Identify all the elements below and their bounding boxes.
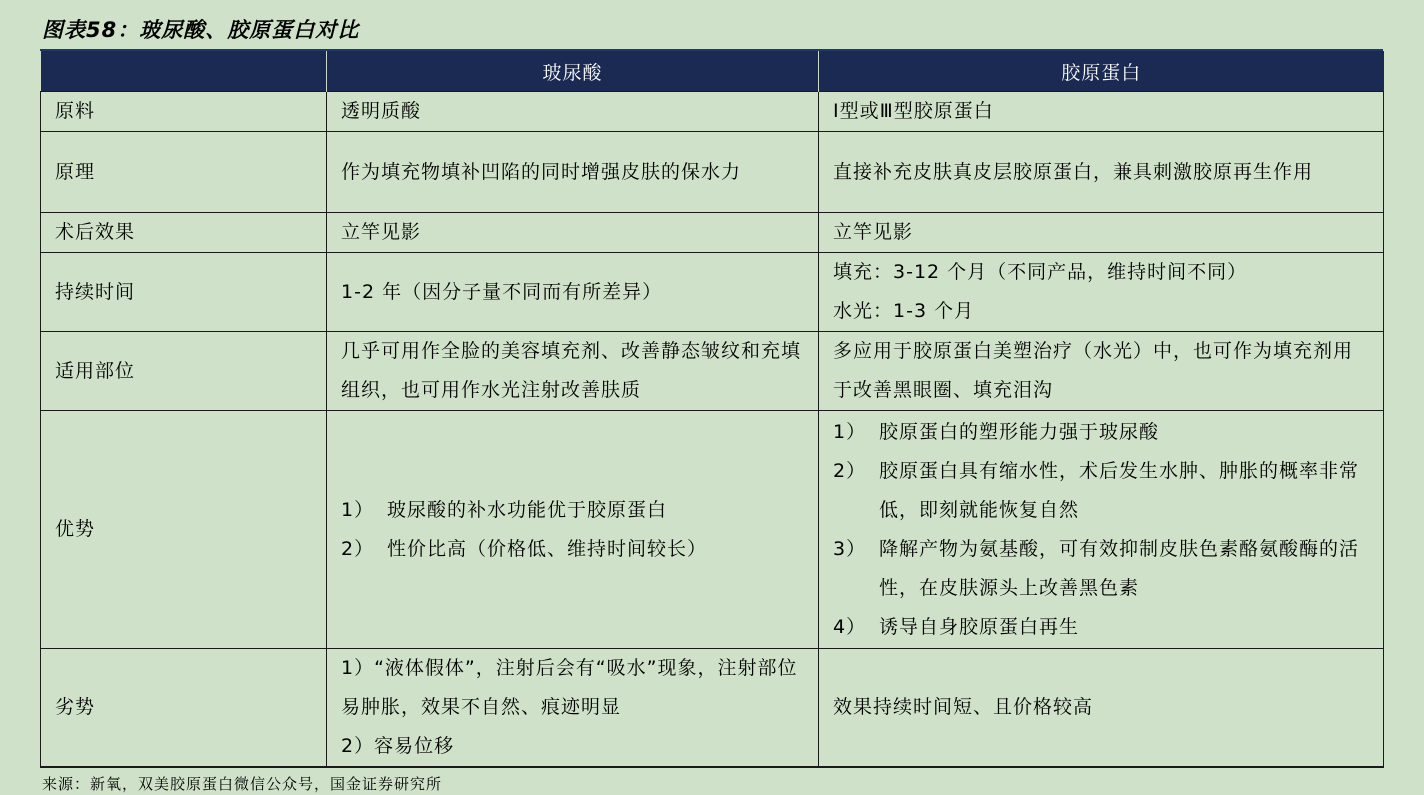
- list-number: 2）: [341, 537, 375, 560]
- header-row: [41, 51, 1384, 92]
- row-label: 优势: [41, 411, 327, 649]
- row-label: 术后效果: [41, 213, 327, 253]
- collagen-cell: 直接补充皮肤真皮层胶原蛋白，兼具刺激胶原再生作用: [819, 132, 1384, 213]
- header-hyaluronic-acid: 玻尿酸: [327, 51, 819, 92]
- collagen-cell: 多应用于胶原蛋白美塑治疗（水光）中，也可作为填充剂用于改善黑眼圈、填充泪沟: [819, 332, 1384, 411]
- list-item: [833, 452, 1369, 530]
- list-item: [341, 491, 804, 530]
- ha-cell: 几乎可用作全脸的美容填充剂、改善静态皱纹和充填组织，也可用作水光注射改善肤质: [327, 332, 819, 411]
- list-item: [833, 530, 1369, 608]
- ha-cell: 透明质酸: [327, 92, 819, 132]
- list-text: 胶原蛋白具有缩水性，术后发生水肿、肿胀的概率非常低，即刻就能恢复自然: [879, 459, 1360, 521]
- list-number: 4）: [833, 615, 867, 638]
- ha-disadvantage-2: 2）容易位移: [341, 735, 455, 757]
- row-label: 适用部位: [41, 332, 327, 411]
- table-row: [41, 213, 1384, 253]
- list-item: [833, 413, 1369, 452]
- header-collagen: 胶原蛋白: [819, 51, 1384, 92]
- table-row: [41, 332, 1384, 411]
- collagen-duration-line-1: 填充：3-12 个月（不同产品，维持时间不同）: [833, 261, 1248, 283]
- table-row: [41, 649, 1384, 768]
- collagen-cell: [819, 411, 1384, 649]
- list-text: 诱导自身胶原蛋白再生: [879, 615, 1080, 638]
- row-label: 持续时间: [41, 253, 327, 332]
- ha-cell: [327, 411, 819, 649]
- figure-title: 图表58：玻尿酸、胶原蛋白对比: [42, 18, 360, 42]
- ha-cell: 1-2 年（因分子量不同而有所差异）: [327, 253, 819, 332]
- collagen-cell: 立竿见影: [819, 213, 1384, 253]
- header-blank: [41, 51, 327, 92]
- collagen-duration-line-2: 水光：1-3 个月: [833, 300, 975, 322]
- list-number: 1）: [833, 420, 867, 443]
- list-text: 玻尿酸的补水功能优于胶原蛋白: [387, 498, 668, 521]
- list-number: 3）: [833, 537, 867, 560]
- ha-cell: 立竿见影: [327, 213, 819, 253]
- table-row: [41, 411, 1384, 649]
- table-row: [41, 253, 1384, 332]
- collagen-cell: Ⅰ型或Ⅲ型胶原蛋白: [819, 92, 1384, 132]
- table-row: [41, 132, 1384, 213]
- row-label: 原料: [41, 92, 327, 132]
- collagen-cell: 效果持续时间短、且价格较高: [819, 649, 1384, 768]
- list-text: 胶原蛋白的塑形能力强于玻尿酸: [879, 420, 1160, 443]
- row-label: 原理: [41, 132, 327, 213]
- table-row: [41, 92, 1384, 132]
- comparison-table: [40, 51, 1384, 768]
- list-item: [341, 530, 804, 569]
- list-text: 降解产物为氨基酸，可有效抑制皮肤色素酪氨酸酶的活性，在皮肤源头上改善黑色素: [879, 537, 1360, 599]
- collagen-cell: [819, 253, 1384, 332]
- source-note: 来源：新氧，双美胶原蛋白微信公众号，国金证券研究所: [42, 775, 443, 793]
- ha-cell: [327, 649, 819, 768]
- row-label: 劣势: [41, 649, 327, 768]
- ha-disadvantage-1: 1）“液体假体”，注射后会有“吸水”现象，注射部位易肿胀，效果不自然、痕迹明显: [341, 657, 798, 718]
- list-text: 性价比高（价格低、维持时间较长）: [387, 537, 708, 560]
- ha-cell: 作为填充物填补凹陷的同时增强皮肤的保水力: [327, 132, 819, 213]
- list-item: [833, 608, 1369, 647]
- list-number: 2）: [833, 459, 867, 482]
- list-number: 1）: [341, 498, 375, 521]
